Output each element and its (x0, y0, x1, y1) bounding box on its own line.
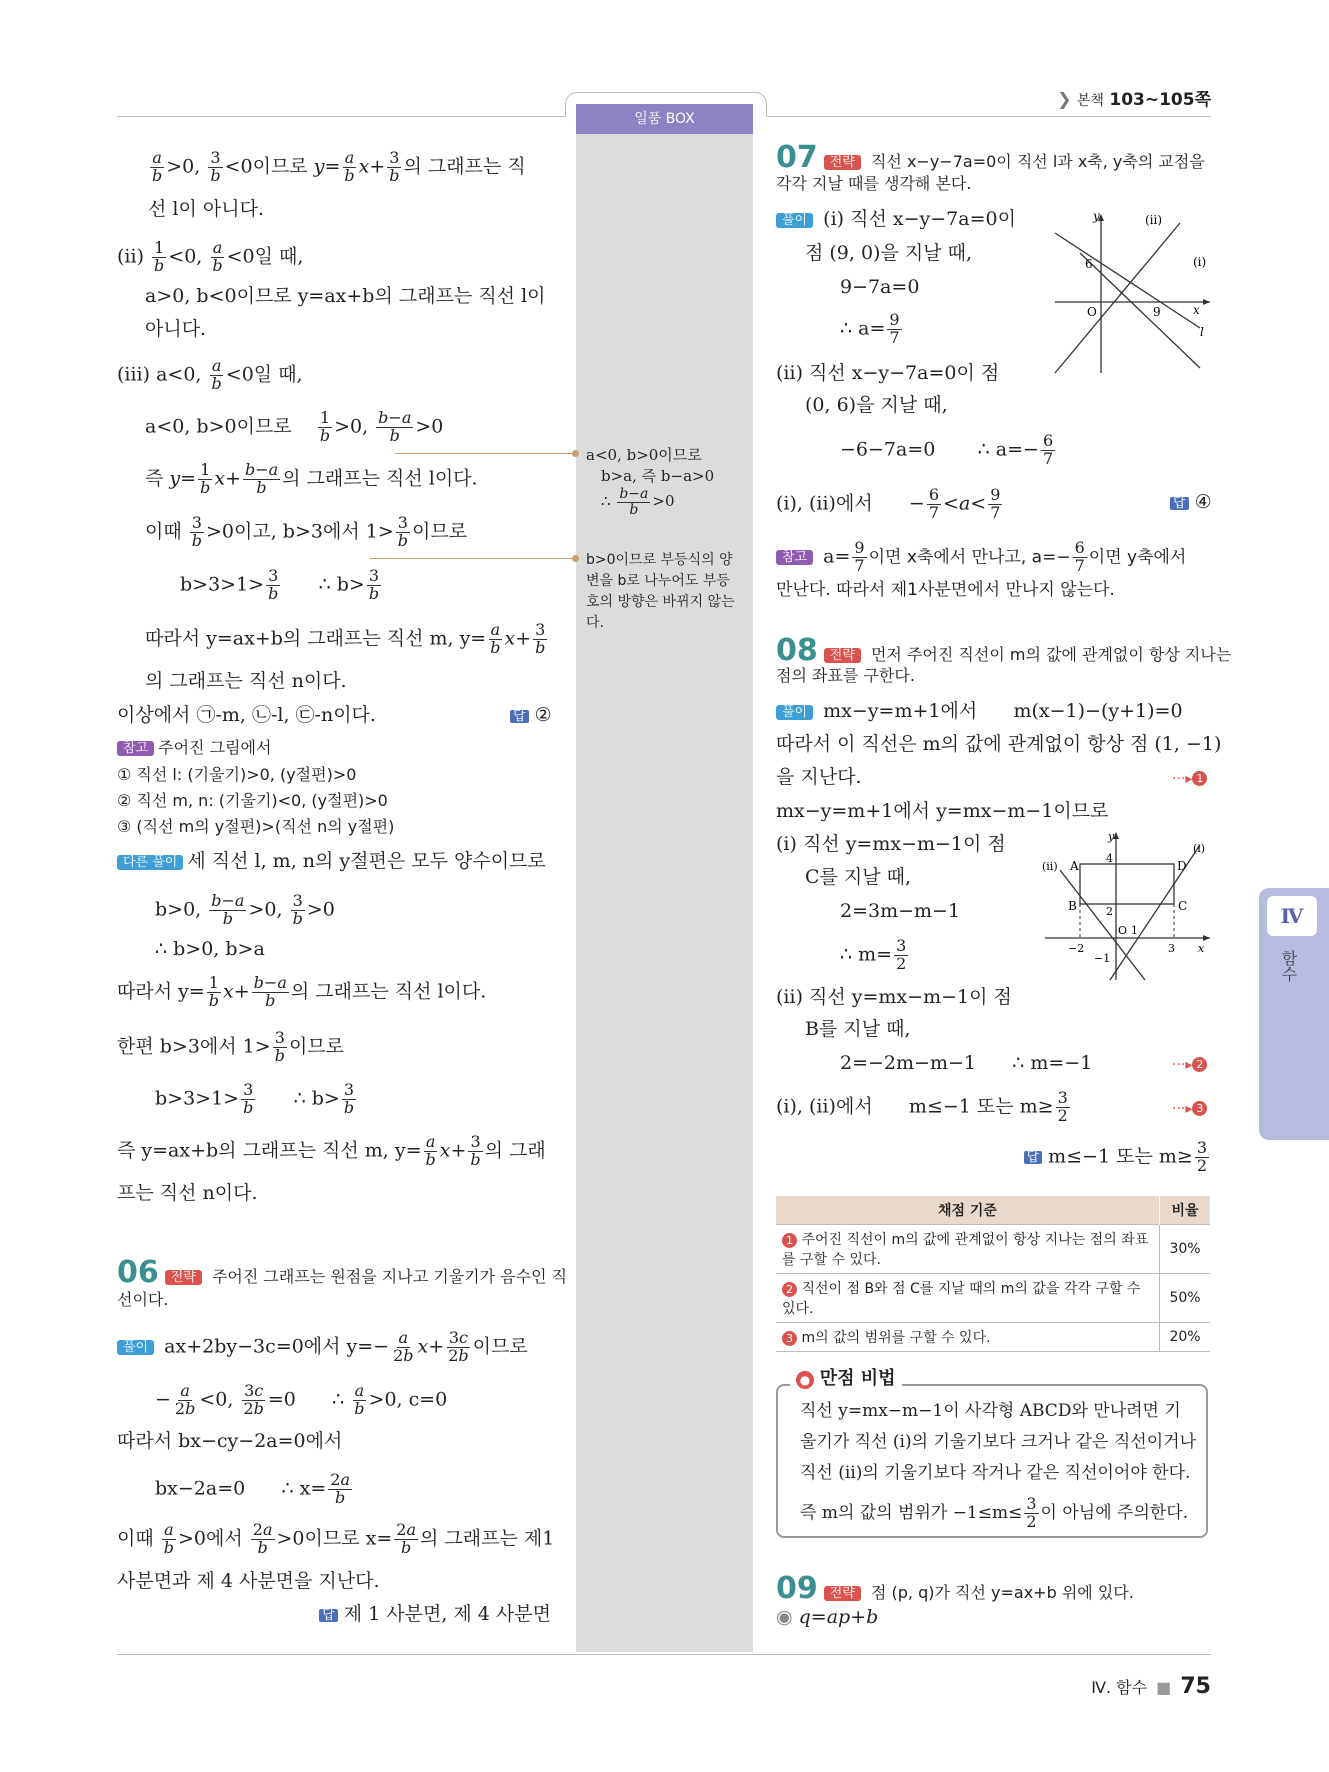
svg-text:6: 6 (1085, 257, 1093, 271)
grade-header: 채점 기준 (776, 1196, 1160, 1225)
bulb-icon: ● (796, 1371, 814, 1389)
margin-note-1: a<0, b>0이므로 b>a, 즉 b−a>0 ∴ $\frac{b-a}{b}$ >0 (586, 446, 715, 518)
svg-text:1: 1 (1131, 924, 1138, 937)
page-number: 75 (1180, 1674, 1211, 1699)
problem-number: 07 (776, 140, 818, 175)
svg-text:(ⅰ): (ⅰ) (1193, 255, 1207, 269)
hint-icon: ◉ (776, 1606, 793, 1628)
footer-rule (117, 1654, 1211, 1655)
svg-text:9: 9 (1153, 305, 1161, 319)
svg-text:x: x (1198, 942, 1205, 955)
score-arrow-icon: ···▸ (1172, 1057, 1193, 1073)
problem-number: 06 (117, 1255, 159, 1290)
chevron-right-icon: ❯ (1057, 90, 1072, 110)
side-tab-label: 함수 (1279, 950, 1298, 982)
svg-text:(ⅱ): (ⅱ) (1042, 860, 1058, 873)
footer: Ⅳ. 함수 ■ 75 (1091, 1674, 1211, 1699)
problem-number: 08 (776, 633, 818, 668)
answer-badge: 답 (1024, 1151, 1043, 1164)
svg-text:y: y (1093, 209, 1100, 223)
middle-column (576, 104, 753, 1652)
leader-dot-1 (572, 450, 579, 457)
table-row: 2 직선이 점 B와 점 C를 지날 때의 m의 값을 각각 구할 수 있다. 50% (776, 1274, 1210, 1323)
score-arrow-icon: ···▸ (1172, 771, 1193, 787)
svg-text:l: l (1200, 325, 1204, 339)
side-tab[interactable] (1259, 888, 1329, 1140)
grade-ratio-header: 비율 (1160, 1196, 1211, 1225)
margin-note-2: b>0이므로 부등식의 양 변을 b로 나누어도 부등 호의 방향은 바뀌지 않는다. (586, 552, 735, 631)
problem-number: 09 (776, 1571, 818, 1606)
box-label-text: 일품 BOX (634, 111, 695, 127)
svg-text:D: D (1177, 859, 1187, 873)
answer-badge: 답 (1170, 497, 1189, 510)
svg-text:y: y (1108, 830, 1115, 843)
svg-text:x: x (1193, 303, 1200, 317)
page-reference: ❯ 본책 103~105쪽 (1057, 90, 1211, 110)
leader-line-2 (370, 558, 573, 559)
side-tab-roman: Ⅳ (1267, 896, 1317, 936)
table-row: 1 주어진 직선이 m의 값에 관계없이 항상 지나는 점의 좌표를 구할 수 있다. 30% (776, 1225, 1210, 1274)
tip-title: ● 만점 비법 (790, 1370, 902, 1389)
leader-line-1 (395, 453, 573, 454)
svg-text:−1: −1 (1094, 952, 1111, 965)
grading-table (776, 1196, 1210, 1352)
header-rule-left (117, 116, 567, 117)
svg-text:A: A (1070, 859, 1079, 873)
svg-text:O: O (1087, 305, 1097, 319)
svg-text:4: 4 (1106, 852, 1113, 865)
leader-dot-2 (572, 555, 579, 562)
svg-text:O: O (1118, 924, 1128, 937)
box-label (576, 104, 753, 134)
score-arrow-icon: ···▸ (1172, 1101, 1193, 1117)
header-rule-right (763, 116, 1211, 117)
svg-text:(ⅱ): (ⅱ) (1145, 213, 1163, 227)
svg-text:−2: −2 (1068, 942, 1085, 955)
svg-text:2: 2 (1106, 905, 1113, 918)
answer-badge: 답 (319, 1609, 338, 1622)
svg-text:3: 3 (1168, 942, 1175, 955)
svg-text:(ⅰ): (ⅰ) (1193, 842, 1206, 855)
table-row: 3 m의 값의 범위를 구할 수 있다. 20% (776, 1323, 1210, 1352)
svg-text:C: C (1178, 899, 1188, 913)
answer-badge: 답 (510, 710, 529, 723)
graph-08 (1040, 830, 1215, 985)
graph-07 (1045, 208, 1215, 378)
svg-text:B: B (1068, 899, 1077, 913)
